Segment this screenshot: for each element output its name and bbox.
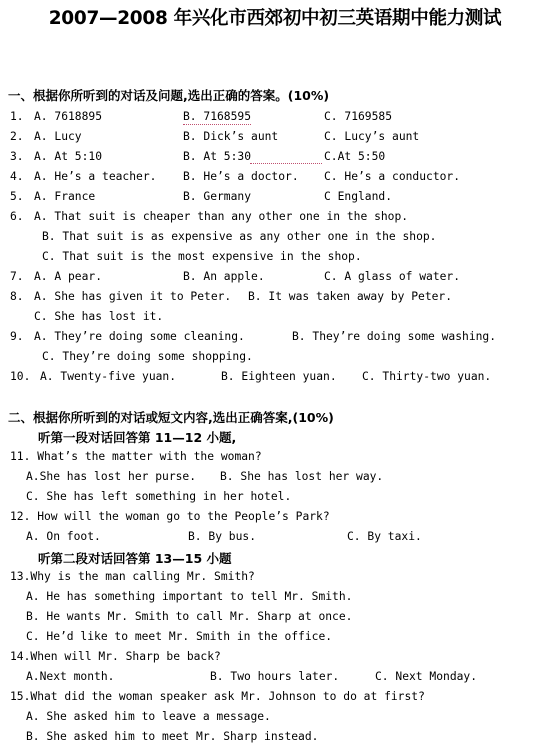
q3-number: 3. — [10, 150, 24, 163]
q3-option-c: C.At 5:50 — [324, 150, 386, 163]
q15-option-b: B. She asked him to meet Mr. Sharp instead. — [26, 730, 319, 743]
q14-option-b: B. Two hours later. — [210, 670, 340, 683]
q15-option-a: A. She asked him to leave a message. — [26, 710, 271, 723]
q10-option-b: B. Eighteen yuan. — [221, 370, 337, 383]
q6-option-a: A. That suit is cheaper than any other one in the shop. — [34, 210, 409, 223]
q7-number: 7. — [10, 270, 24, 283]
q8-option-b: B. It was taken away by Peter. — [248, 290, 453, 303]
q12-stem: 12. How will the woman go to the People’s Park? — [10, 510, 330, 523]
q10-number: 10. — [10, 370, 31, 383]
q9-option-a: A. They’re doing some cleaning. — [34, 330, 245, 343]
q9-option-c: C. They’re doing some shopping. — [42, 350, 253, 363]
q5-option-c: C England. — [324, 190, 393, 203]
q2-option-c: C. Lucy’s aunt — [324, 130, 420, 143]
q14-option-a: A.Next month. — [26, 670, 115, 683]
q8-option-c: C. She has lost it. — [34, 310, 164, 323]
q4-option-a: A. He’s a teacher. — [34, 170, 157, 183]
q10-option-c: C. Thirty-two yuan. — [362, 370, 492, 383]
q2-number: 2. — [10, 130, 24, 143]
q6-option-c: C. That suit is the most expensive in the shop. — [42, 250, 362, 263]
q11-option-c: C. She has left something in her hotel. — [26, 490, 292, 503]
q4-option-b: B. He’s a doctor. — [183, 170, 299, 183]
q2-option-b: B. Dick’s aunt — [183, 130, 279, 143]
q12-option-a: A. On foot. — [26, 530, 101, 543]
q4-option-c: C. He’s a conductor. — [324, 170, 461, 183]
q7-option-c: C. A glass of water. — [324, 270, 461, 283]
q13-option-b: B. He wants Mr. Smith to call Mr. Sharp at once. — [26, 610, 353, 623]
q5-option-a: A. France — [34, 190, 96, 203]
q5-option-b: B. Germany — [183, 190, 252, 203]
q1-number: 1. — [10, 110, 24, 123]
q14-option-c: C. Next Monday. — [375, 670, 478, 683]
q10-option-a: A. Twenty-five yuan. — [40, 370, 177, 383]
q9-number: 9. — [10, 330, 24, 343]
q8-number: 8. — [10, 290, 24, 303]
q11-option-b: B. She has lost her way. — [220, 470, 384, 483]
q9-option-b: B. They’re doing some washing. — [292, 330, 497, 343]
section-1-heading: 一、根据你所听到的对话及问题,选出正确的答案。(10%) — [8, 88, 330, 103]
q11-stem: 11. What’s the matter with the woman? — [10, 450, 262, 463]
q14-stem: 14.When will Mr. Sharp be back? — [10, 650, 221, 663]
q4-number: 4. — [10, 170, 24, 183]
q2-option-a: A. Lucy — [34, 130, 82, 143]
dotted-underline — [250, 163, 322, 164]
q7-option-b: B. An apple. — [183, 270, 265, 283]
q13-option-a: A. He has something important to tell Mr. Smith. — [26, 590, 353, 603]
q3-option-a: A. At 5:10 — [34, 150, 103, 163]
part-2-instruction: 听第二段对话回答第 13—15 小题 — [38, 551, 232, 566]
q12-option-b: B. By bus. — [188, 530, 257, 543]
q7-option-a: A. A pear. — [34, 270, 103, 283]
q6-option-b: B. That suit is as expensive as any other one in the shop. — [42, 230, 437, 243]
q5-number: 5. — [10, 190, 24, 203]
q13-option-c: C. He’d like to meet Mr. Smith in the office. — [26, 630, 333, 643]
part-1-instruction: 听第一段对话回答第 11—12 小题, — [38, 430, 237, 445]
q15-stem: 15.What did the woman speaker ask Mr. Johnson to do at first? — [10, 690, 425, 703]
q6-number: 6. — [10, 210, 24, 223]
q13-stem: 13.Why is the man calling Mr. Smith? — [10, 570, 255, 583]
page-title: 2007—2008 年兴化市西郊初中初三英语期中能力测试 — [48, 8, 502, 29]
q12-option-c: C. By taxi. — [347, 530, 422, 543]
q3-option-b: B. At 5:30 — [183, 150, 252, 163]
q1-option-c: C. 7169585 — [324, 110, 393, 123]
q8-option-a: A. She has given it to Peter. — [34, 290, 232, 303]
q1-option-a: A. 7618895 — [34, 110, 103, 123]
section-2-heading: 二、根据你所听到的对话或短文内容,选出正确答案,(10%) — [8, 410, 334, 425]
q1-option-b: B. 7168595 — [183, 110, 252, 123]
q11-option-a: A.She has lost her purse. — [26, 470, 197, 483]
